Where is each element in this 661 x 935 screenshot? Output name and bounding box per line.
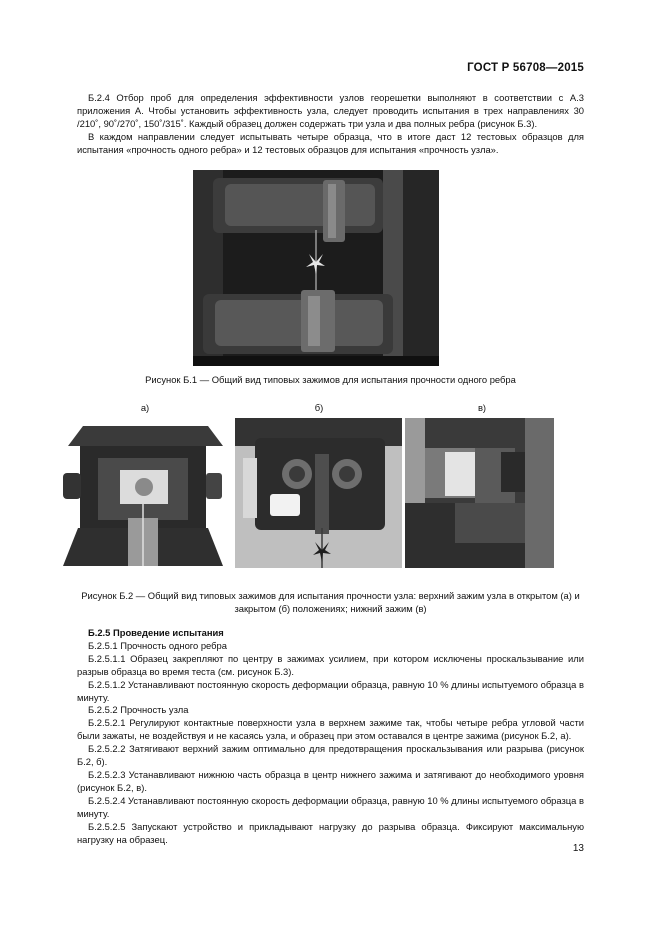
figure-b2-caption-line1: Рисунок Б.2 — Общий вид типовых зажимов для испытания прочности узла: верхний зажим узла в открытом (а) и [81, 590, 580, 601]
figure-b2c-photo [405, 418, 554, 568]
document-standard-header: ГОСТ Р 56708—2015 [467, 62, 584, 74]
intro-paragraph-sampling: Б.2.4 Отбор проб для определения эффективности узлов георешетки выполняют в соответствии с А.3 приложения А. Чтобы установить эффективность узла, следует проводить испытания в трех направлениях 30 /210˚, 90˚/270˚, 150˚/315˚. Каждый образец должен содержать три узла и два полных ребра (рисунок Б.3). [77, 92, 584, 129]
section-paragraph-8: Б.2.5.2.4 Устанавливают постоянную скорость деформации образца, равную 10 % длины испытуемого образца в минуту. [77, 794, 584, 819]
figure-b1-photo [193, 170, 439, 366]
section-paragraph-1: Б.2.5.1 Прочность одного ребра [88, 639, 227, 651]
figure-b1-caption: Рисунок Б.1 — Общий вид типовых зажимов для испытания прочности одного ребра [145, 374, 516, 385]
figure-b2a-photo [58, 418, 228, 568]
section-heading: Б.2.5 Проведение испытания [88, 627, 224, 638]
figure-b2-label-a: а) [140, 402, 150, 413]
page-number: 13 [572, 843, 584, 854]
section-paragraph-9: Б.2.5.2.5 Запускают устройство и прикладывают нагрузку до разрыва образца. Фиксируют максимальную нагрузку на образец. [77, 820, 584, 845]
section-paragraph-3: Б.2.5.1.2 Устанавливают постоянную скорость деформации образца, равную 10 % длины испытуемого образца в минуту. [77, 678, 584, 703]
intro-paragraph-samples-count: В каждом направлении следует испытывать четыре образца, что в итоге даст 12 тестовых образцов для испытания «прочность одного ребра» и 12 тестовых образцов для испытания «прочность узла». [77, 130, 584, 155]
figure-b2-label-c: в) [477, 402, 487, 413]
section-paragraph-4: Б.2.5.2 Прочность узла [88, 704, 189, 716]
intro-text [77, 92, 584, 157]
figure-b2-label-b: б) [314, 402, 324, 413]
figure-b2-caption-line2: закрытом (б) положениях; нижний зажим (в) [234, 602, 427, 614]
section-paragraph-2: Б.2.5.1.1 Образец закрепляют по центру в зажимах усилием, при котором исключены проскальзывание или разрыв образца во время теста (см. рисунок Б.3). [77, 652, 584, 677]
figure-b2b-photo [235, 418, 402, 568]
section-paragraph-5: Б.2.5.2.1 Регулируют контактные поверхности узла в верхнем зажиме так, чтобы четыре ребра угловой части были зажаты, не воздействуя и не касаясь узла, и образец при этом оставался в центре зажима (рисунок Б.2, а). [77, 717, 584, 742]
figure-b2-caption [30, 590, 631, 616]
section-b25-text [77, 627, 584, 846]
section-paragraph-6: Б.2.5.2.2 Затягивают верхний зажим оптимально для предотвращения проскальзывания или разрыва (рисунок Б.2, б). [77, 743, 584, 768]
section-paragraph-7: Б.2.5.2.3 Устанавливают нижнюю часть образца в центр нижнего зажима и затягивают до необходимого уровня (рисунок Б.2, в). [77, 768, 584, 793]
